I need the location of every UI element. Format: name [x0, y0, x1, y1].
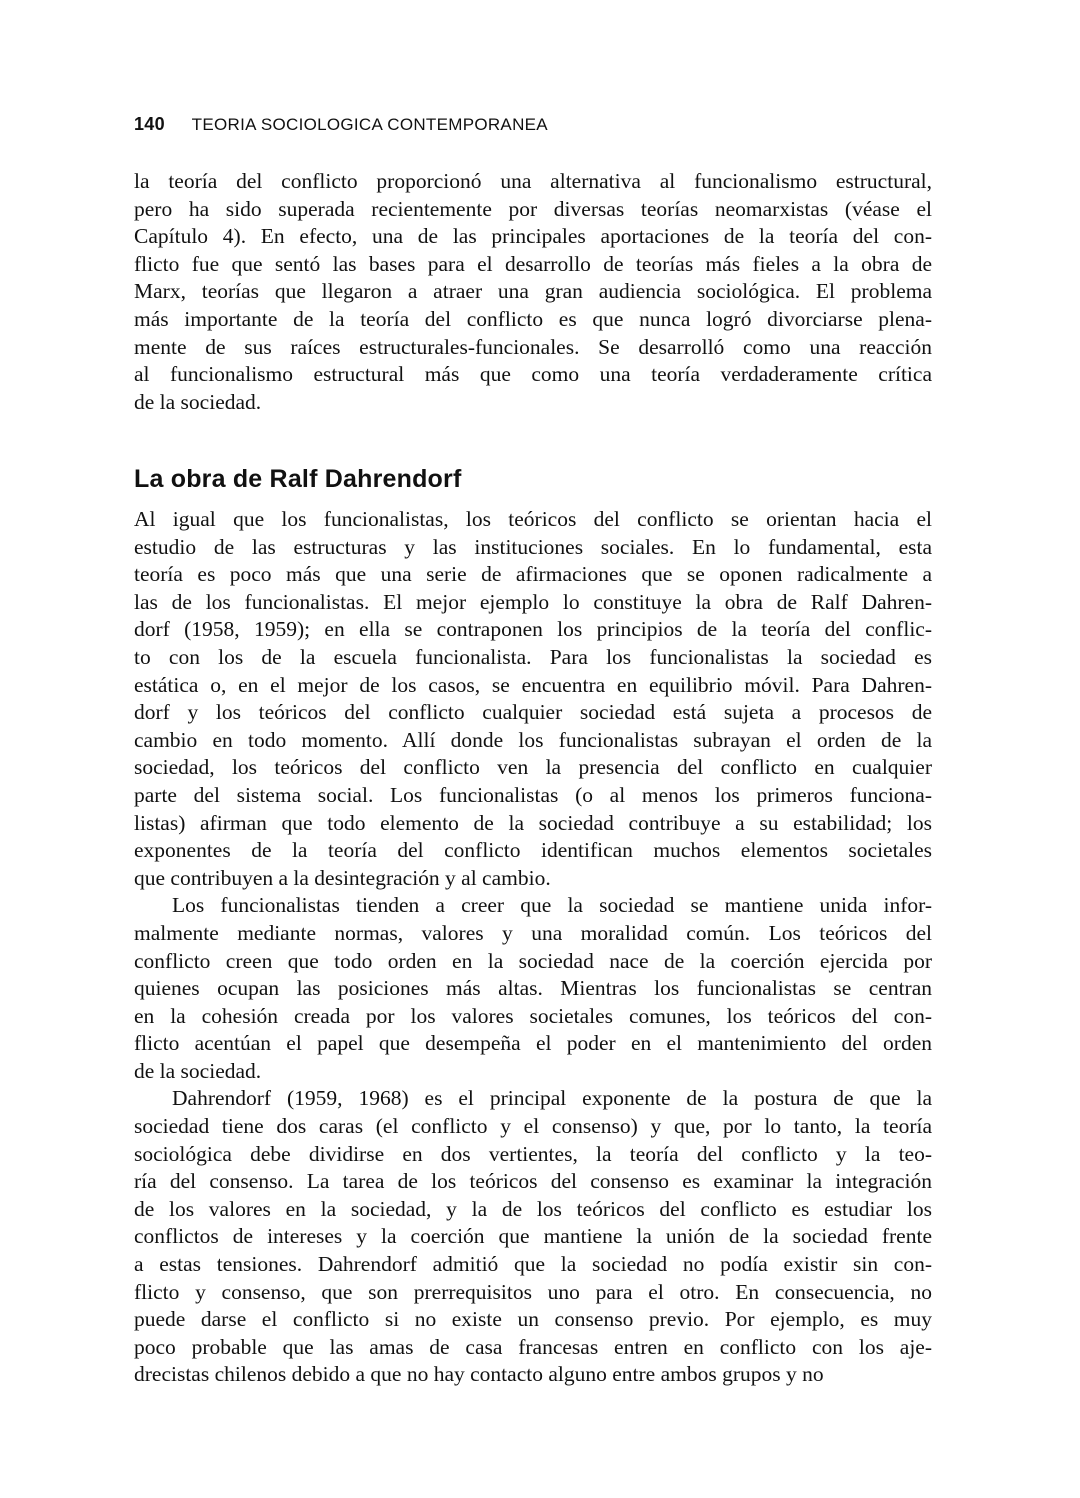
text-line: estática o, en el mejor de los casos, se encuentra en equilibrio móvil. Para Dahren-: [134, 672, 932, 697]
text-line: flicto acentúan el papel que desempeña el poder en el mantenimiento del orden: [134, 1031, 932, 1056]
text-line: Marx, teorías que llegaron a atraer una gran audiencia sociológica. El problema: [134, 279, 932, 304]
text-line: sociedad, los teóricos del conflicto ven la presencia del conflicto en cualquier: [134, 755, 932, 780]
running-title: TEORIA SOCIOLOGICA CONTEMPORANEA: [191, 115, 548, 134]
text-line: las de los funcionalistas. El mejor ejemplo lo constituye la obra de Ralf Dahren-: [134, 589, 932, 614]
paragraph: [134, 506, 932, 892]
text-line: listas) afirman que todo elemento de la sociedad contribuye a su estabilidad; los: [134, 810, 932, 835]
page-number: 140: [134, 114, 165, 134]
text-line: poco probable que las amas de casa francesas entren en conflicto con los aje-: [134, 1334, 932, 1359]
text-line: en la cohesión creada por los valores societales comunes, los teóricos del con-: [134, 1003, 932, 1028]
text-line: parte del sistema social. Los funcionalistas (o al menos los primeros funciona-: [134, 782, 932, 807]
text-line: quienes ocupan las posiciones más altas. Mientras los funcionalistas se centran: [134, 976, 932, 1001]
section-body: [134, 506, 932, 1389]
text-line: de la sociedad.: [134, 389, 262, 414]
text-line: más importante de la teoría del conflicto es que nunca logró divorciarse plena-: [134, 306, 932, 331]
text-line: sociedad tiene dos caras (el conflicto y el consenso) y que, por lo tanto, la teoría: [134, 1114, 932, 1139]
text-line: Capítulo 4). En efecto, una de las principales aportaciones de la teoría del con-: [134, 224, 932, 249]
section-heading: La obra de Ralf Dahrendorf: [134, 465, 462, 493]
text-line: pero ha sido superada recientemente por diversas teorías neomarxistas (véase el: [134, 196, 932, 221]
text-line: exponentes de la teoría del conflicto identifican muchos elementos societales: [134, 838, 932, 863]
intro-paragraph: [134, 168, 932, 416]
text-line: Dahrendorf (1959, 1968) es el principal exponente de la postura de que la: [172, 1086, 932, 1111]
text-line: mente de sus raíces estructurales-funcionales. Se desarrolló como una reacción: [134, 334, 932, 359]
text-line: puede darse el conflicto si no existe un consenso previo. Por ejemplo, es muy: [134, 1307, 932, 1332]
text-line: de los valores en la sociedad, y la de los teóricos del conflicto es estudiar los: [134, 1196, 932, 1221]
text-line: de la sociedad.: [134, 1058, 262, 1083]
paragraph: [134, 892, 932, 1085]
text-line: dorf y los teóricos del conflicto cualquier sociedad está sujeta a procesos de: [134, 700, 932, 725]
text-line: drecistas chilenos debido a que no hay contacto alguno entre ambos grupos y no: [134, 1362, 824, 1387]
text-line: al funcionalismo estructural más que como una teoría verdaderamente crítica: [134, 362, 932, 387]
text-line: flicto fue que sentó las bases para el desarrollo de teorías más fieles a la obra de: [134, 251, 932, 276]
text-line: conflictos de intereses y la coerción que mantiene la unión de la sociedad frente: [134, 1224, 932, 1249]
text-line: conflicto creen que todo orden en la sociedad nace de la coerción ejercida por: [134, 948, 932, 973]
text-line: estudio de las estructuras y las instituciones sociales. En lo fundamental, esta: [134, 534, 932, 559]
text-line: la teoría del conflicto proporcionó una alternativa al funcionalismo estructural,: [134, 169, 932, 193]
text-line: sociológica debe dividirse en dos vertientes, la teoría del conflicto y la teo-: [134, 1141, 932, 1166]
text-line: dorf (1958, 1959); en ella se contraponen los principios de la teoría del conflic-: [134, 617, 932, 642]
paragraph: [134, 1085, 932, 1389]
running-header: [134, 114, 548, 135]
text-line: teoría es poco más que una serie de afirmaciones que se oponen radicalmente a: [134, 562, 932, 587]
text-line: ría del consenso. La tarea de los teóricos del consenso es examinar la integración: [134, 1169, 932, 1194]
text-line: a estas tensiones. Dahrendorf admitió que la sociedad no podía existir sin con-: [134, 1252, 932, 1277]
text-line: que contribuyen a la desintegración y al cambio.: [134, 865, 551, 890]
text-line: malmente mediante normas, valores y una moralidad común. Los teóricos del: [134, 920, 932, 945]
text-line: Los funcionalistas tienden a creer que la sociedad se mantiene unida infor-: [172, 893, 932, 918]
text-line: to con los de la escuela funcionalista. Para los funcionalistas la sociedad es: [134, 644, 932, 669]
text-line: Al igual que los funcionalistas, los teóricos del conflicto se orientan hacia el: [134, 507, 932, 531]
text-line: flicto y consenso, que son prerrequisitos uno para el otro. En consecuencia, no: [134, 1279, 932, 1304]
text-line: cambio en todo momento. Allí donde los funcionalistas subrayan el orden de la: [134, 727, 932, 752]
